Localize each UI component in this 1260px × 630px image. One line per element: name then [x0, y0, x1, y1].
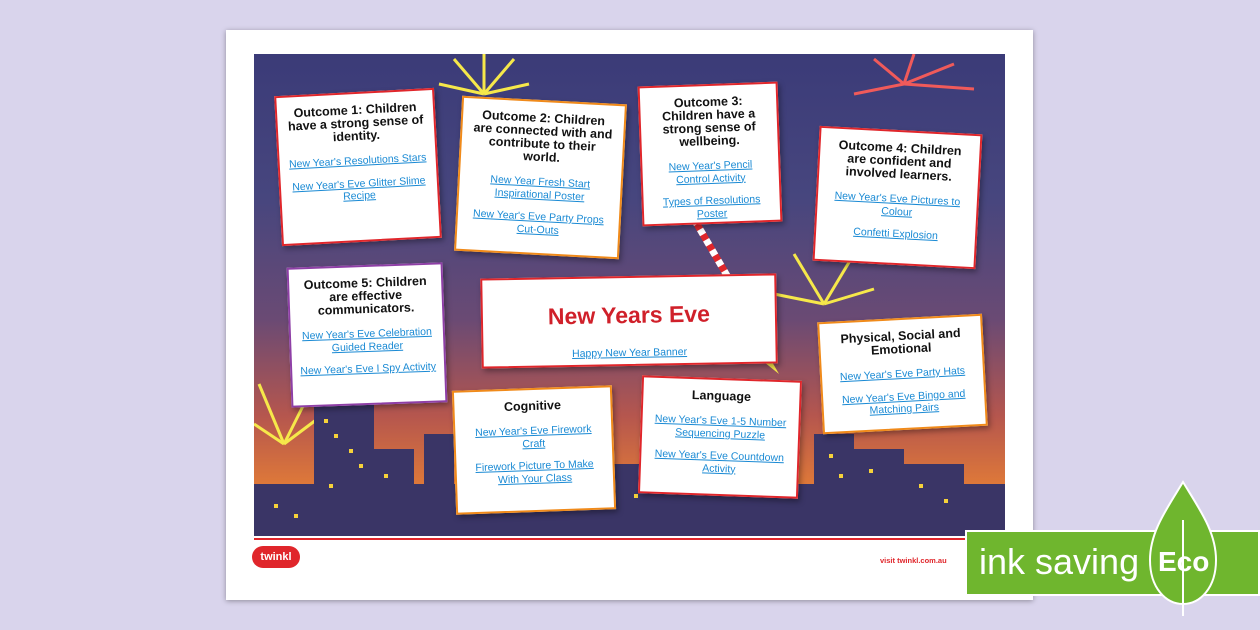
link-happy-new-year-banner[interactable]: Happy New Year Banner	[571, 345, 688, 360]
card-heading: Outcome 4: Children are confident and involved learners.	[838, 137, 962, 184]
link-resolutions-stars[interactable]: New Year's Resolutions Stars	[288, 151, 427, 171]
card-outcome-5	[287, 262, 448, 407]
twinkl-logo: twinkl	[252, 546, 300, 568]
poster-title: New Years Eve	[547, 300, 711, 330]
link-pictures-to-colour[interactable]: New Year's Eve Pictures to Colour	[834, 189, 961, 219]
card-outcome-3	[638, 82, 783, 227]
link-countdown-activity[interactable]: New Year's Eve Countdown Activity	[654, 447, 785, 476]
card-heading: Outcome 1: Children have a strong sense of identity.	[287, 99, 424, 145]
link-firework-picture[interactable]: Firework Picture To Make With Your Class	[475, 457, 594, 486]
card-language	[638, 375, 802, 499]
card-heading: Cognitive	[503, 398, 562, 415]
link-pencil-control[interactable]: New Year's Pencil Control Activity	[668, 158, 753, 186]
card-heading: Physical, Social and Emotional	[840, 325, 961, 358]
card-outcome-2	[454, 96, 627, 259]
card-outcome-4	[813, 126, 983, 269]
link-fresh-start-poster[interactable]: New Year Fresh Start Inspirational Poster	[490, 173, 591, 203]
link-resolutions-poster[interactable]: Types of Resolutions Poster	[662, 193, 761, 220]
card-heading: Outcome 5: Children are effective communicators.	[303, 273, 427, 318]
link-bingo-matching-pairs[interactable]: New Year's Eve Bingo and Matching Pairs	[841, 387, 966, 417]
eco-label: Eco	[1158, 546, 1210, 577]
card-physical-social-emotional	[817, 314, 988, 434]
card-outcome-1	[274, 88, 442, 246]
link-party-props[interactable]: New Year's Eve Party Props Cut-Outs	[472, 207, 605, 237]
link-party-hats[interactable]: New Year's Eve Party Hats	[839, 364, 966, 384]
card-heading: Outcome 2: Children are connected with and contribute to their world.	[473, 107, 613, 165]
title-card	[480, 273, 778, 368]
footer-divider	[254, 538, 1005, 540]
footer-url: visit twinkl.com.au	[880, 556, 947, 565]
link-confetti-explosion[interactable]: Confetti Explosion	[853, 225, 939, 243]
firework-red	[854, 54, 974, 94]
link-glitter-slime-recipe[interactable]: New Year's Eve Glitter Slime Recipe	[291, 173, 426, 203]
link-guided-reader[interactable]: New Year's Eve Celebration Guided Reader	[301, 325, 433, 354]
link-i-spy-activity[interactable]: New Year's Eve I Spy Activity	[300, 360, 437, 378]
firework-yellow	[439, 54, 529, 94]
card-cognitive	[452, 385, 616, 515]
card-heading: Outcome 3: Children have a strong sense of wellbeing.	[661, 93, 756, 150]
link-firework-craft[interactable]: New Year's Eve Firework Craft	[474, 422, 592, 450]
card-heading: Language	[691, 387, 752, 405]
ink-saving-label: ink saving	[979, 541, 1140, 582]
link-number-sequencing-puzzle[interactable]: New Year's Eve 1-5 Number Sequencing Puzzle	[654, 412, 787, 442]
